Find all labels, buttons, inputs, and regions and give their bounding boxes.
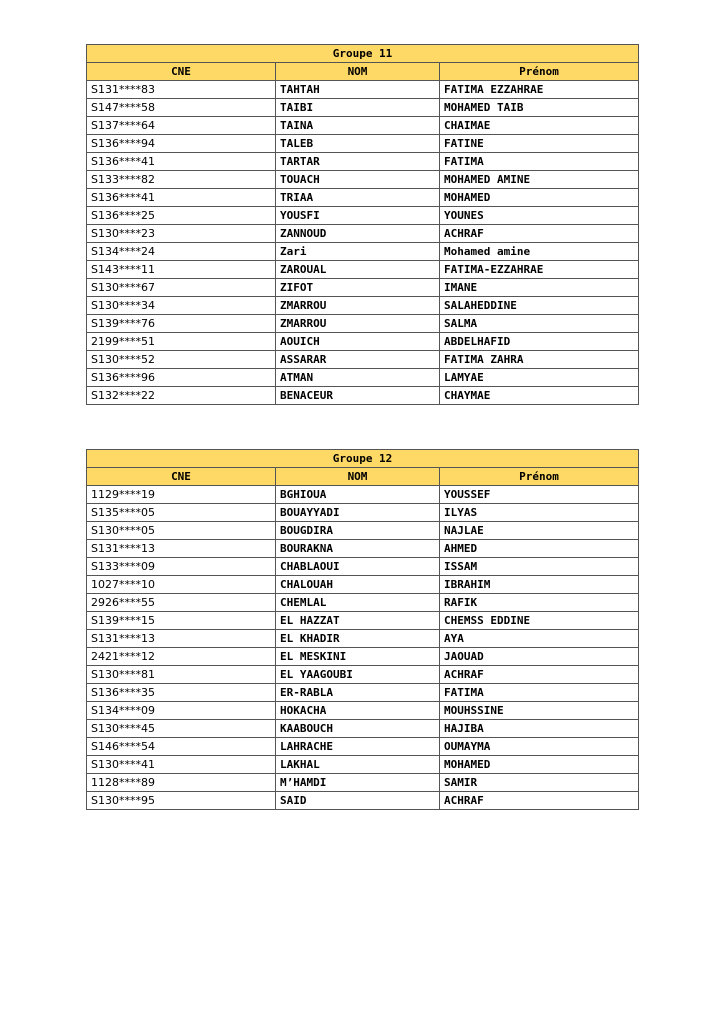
prenom-cell: IBRAHIM: [440, 576, 639, 594]
cne-cell: S136****35: [87, 684, 276, 702]
group-title: Groupe 11: [87, 45, 639, 63]
nom-cell: BOUGDIRA: [276, 522, 440, 540]
table-row: [87, 207, 639, 225]
column-header-cne: CNE: [87, 468, 276, 486]
column-header-prenom: Prénom: [440, 63, 639, 81]
nom-cell: M’HAMDI: [276, 774, 440, 792]
prenom-cell: ACHRAF: [440, 792, 639, 810]
cne-cell: S136****94: [87, 135, 276, 153]
table-row: [87, 297, 639, 315]
prenom-cell: AYA: [440, 630, 639, 648]
nom-cell: EL KHADIR: [276, 630, 440, 648]
prenom-cell: ACHRAF: [440, 225, 639, 243]
nom-cell: LAKHAL: [276, 756, 440, 774]
prenom-cell: MOHAMED AMINE: [440, 171, 639, 189]
cne-cell: S146****54: [87, 738, 276, 756]
prenom-cell: YOUNES: [440, 207, 639, 225]
column-header-cne: CNE: [87, 63, 276, 81]
nom-cell: EL YAAGOUBI: [276, 666, 440, 684]
cne-cell: S139****15: [87, 612, 276, 630]
prenom-cell: HAJIBA: [440, 720, 639, 738]
cne-cell: S130****45: [87, 720, 276, 738]
cne-cell: S130****23: [87, 225, 276, 243]
nom-cell: TARTAR: [276, 153, 440, 171]
cne-cell: 1027****10: [87, 576, 276, 594]
table-row: [87, 135, 639, 153]
column-header-prenom: Prénom: [440, 468, 639, 486]
nom-cell: ER-RABLA: [276, 684, 440, 702]
cne-cell: S130****52: [87, 351, 276, 369]
table-row: [87, 612, 639, 630]
cne-cell: S143****11: [87, 261, 276, 279]
table-row: [87, 576, 639, 594]
table-row: [87, 279, 639, 297]
prenom-cell: CHAYMAE: [440, 387, 639, 405]
nom-cell: YOUSFI: [276, 207, 440, 225]
nom-cell: BGHIOUA: [276, 486, 440, 504]
prenom-cell: CHEMSS EDDINE: [440, 612, 639, 630]
cne-cell: S139****76: [87, 315, 276, 333]
prenom-cell: SALMA: [440, 315, 639, 333]
nom-cell: BOUAYYADI: [276, 504, 440, 522]
prenom-cell: ILYAS: [440, 504, 639, 522]
table-row: [87, 387, 639, 405]
cne-cell: S130****67: [87, 279, 276, 297]
prenom-cell: JAOUAD: [440, 648, 639, 666]
nom-cell: TAINA: [276, 117, 440, 135]
table-row: [87, 738, 639, 756]
cne-cell: S133****09: [87, 558, 276, 576]
table-row: [87, 315, 639, 333]
table-row: [87, 702, 639, 720]
cne-cell: S133****82: [87, 171, 276, 189]
table-row: [87, 756, 639, 774]
table-row: [87, 117, 639, 135]
prenom-cell: FATIMA: [440, 153, 639, 171]
prenom-cell: OUMAYMA: [440, 738, 639, 756]
prenom-cell: MOHAMED: [440, 189, 639, 207]
prenom-cell: SALAHEDDINE: [440, 297, 639, 315]
cne-cell: S136****25: [87, 207, 276, 225]
nom-cell: ZMARROU: [276, 315, 440, 333]
cne-cell: S147****58: [87, 99, 276, 117]
table-row: [87, 792, 639, 810]
prenom-cell: ISSAM: [440, 558, 639, 576]
prenom-cell: MOHAMED TAIB: [440, 99, 639, 117]
nom-cell: TOUACH: [276, 171, 440, 189]
cne-cell: 1128****89: [87, 774, 276, 792]
cne-cell: S134****09: [87, 702, 276, 720]
prenom-cell: IMANE: [440, 279, 639, 297]
table-row: [87, 504, 639, 522]
column-header-nom: NOM: [276, 468, 440, 486]
nom-cell: SAID: [276, 792, 440, 810]
nom-cell: CHALOUAH: [276, 576, 440, 594]
table-row: [87, 666, 639, 684]
nom-cell: BENACEUR: [276, 387, 440, 405]
cne-cell: S130****95: [87, 792, 276, 810]
prenom-cell: AHMED: [440, 540, 639, 558]
cne-cell: S134****24: [87, 243, 276, 261]
nom-cell: ZIFOT: [276, 279, 440, 297]
cne-cell: 2421****12: [87, 648, 276, 666]
cne-cell: S135****05: [87, 504, 276, 522]
table-row: [87, 369, 639, 387]
group-title: Groupe 12: [87, 450, 639, 468]
prenom-cell: ABDELHAFID: [440, 333, 639, 351]
cne-cell: 2926****55: [87, 594, 276, 612]
prenom-cell: FATIMA: [440, 684, 639, 702]
nom-cell: ASSARAR: [276, 351, 440, 369]
nom-cell: ZAROUAL: [276, 261, 440, 279]
cne-cell: S137****64: [87, 117, 276, 135]
nom-cell: TRIAA: [276, 189, 440, 207]
cne-cell: S130****05: [87, 522, 276, 540]
nom-cell: EL HAZZAT: [276, 612, 440, 630]
table-row: [87, 351, 639, 369]
nom-cell: TALEB: [276, 135, 440, 153]
nom-cell: BOURAKNA: [276, 540, 440, 558]
cne-cell: S130****34: [87, 297, 276, 315]
cne-cell: S131****83: [87, 81, 276, 99]
prenom-cell: MOUHSSINE: [440, 702, 639, 720]
table-row: [87, 720, 639, 738]
nom-cell: KAABOUCH: [276, 720, 440, 738]
prenom-cell: SAMIR: [440, 774, 639, 792]
table-row: [87, 540, 639, 558]
group-12-table: [86, 449, 639, 810]
table-row: [87, 153, 639, 171]
nom-cell: ZMARROU: [276, 297, 440, 315]
nom-cell: AOUICH: [276, 333, 440, 351]
nom-cell: LAHRACHE: [276, 738, 440, 756]
cne-cell: S136****41: [87, 189, 276, 207]
table-row: [87, 261, 639, 279]
cne-cell: S131****13: [87, 630, 276, 648]
prenom-cell: RAFIK: [440, 594, 639, 612]
table-row: [87, 189, 639, 207]
table-row: [87, 171, 639, 189]
table-row: [87, 243, 639, 261]
nom-cell: TAHTAH: [276, 81, 440, 99]
prenom-cell: FATINE: [440, 135, 639, 153]
table-row: [87, 81, 639, 99]
prenom-cell: FATIMA EZZAHRAE: [440, 81, 639, 99]
column-header-nom: NOM: [276, 63, 440, 81]
nom-cell: TAIBI: [276, 99, 440, 117]
nom-cell: CHABLAOUI: [276, 558, 440, 576]
table-row: [87, 486, 639, 504]
nom-cell: HOKACHA: [276, 702, 440, 720]
nom-cell: Zari: [276, 243, 440, 261]
prenom-cell: Mohamed amine: [440, 243, 639, 261]
table-row: [87, 99, 639, 117]
nom-cell: ATMAN: [276, 369, 440, 387]
cne-cell: S132****22: [87, 387, 276, 405]
table-row: [87, 594, 639, 612]
nom-cell: CHEMLAL: [276, 594, 440, 612]
table-row: [87, 225, 639, 243]
prenom-cell: FATIMA ZAHRA: [440, 351, 639, 369]
table-row: [87, 522, 639, 540]
prenom-cell: NAJLAE: [440, 522, 639, 540]
table-row: [87, 774, 639, 792]
cne-cell: S130****41: [87, 756, 276, 774]
cne-cell: S130****81: [87, 666, 276, 684]
nom-cell: ZANNOUD: [276, 225, 440, 243]
prenom-cell: LAMYAE: [440, 369, 639, 387]
cne-cell: 1129****19: [87, 486, 276, 504]
table-row: [87, 558, 639, 576]
nom-cell: EL MESKINI: [276, 648, 440, 666]
prenom-cell: FATIMA-EZZAHRAE: [440, 261, 639, 279]
table-row: [87, 333, 639, 351]
table-row: [87, 648, 639, 666]
prenom-cell: YOUSSEF: [440, 486, 639, 504]
prenom-cell: MOHAMED: [440, 756, 639, 774]
cne-cell: 2199****51: [87, 333, 276, 351]
cne-cell: S131****13: [87, 540, 276, 558]
table-row: [87, 630, 639, 648]
group-11-table: [86, 44, 639, 405]
table-row: [87, 684, 639, 702]
prenom-cell: CHAIMAE: [440, 117, 639, 135]
prenom-cell: ACHRAF: [440, 666, 639, 684]
cne-cell: S136****41: [87, 153, 276, 171]
cne-cell: S136****96: [87, 369, 276, 387]
